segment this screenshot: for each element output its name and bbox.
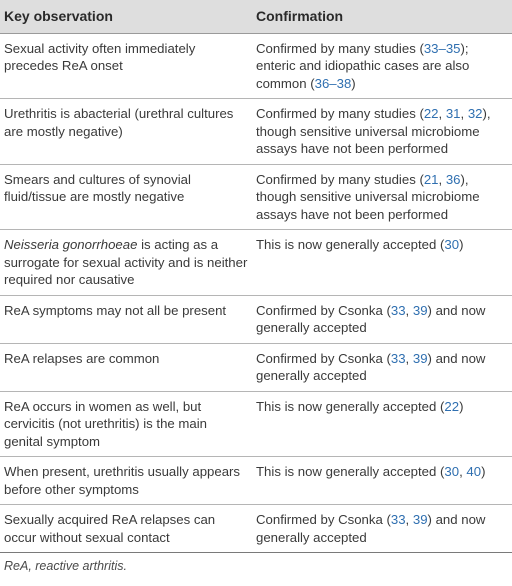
confirmation-cell [252,33,512,99]
reference-link[interactable]: 33 [390,350,406,366]
cell-text: is acting as a surrogate for sexual activity and is neither required nor causative [4,237,248,287]
cell-text: ReA occurs in women as well, but cervicitis (not urethritis) is the main genital symptom [4,398,207,449]
cell-text: Confirmed by many studies ( [256,106,424,121]
cell-text: ) and now generally accepted [256,302,486,335]
confirmation-cell [252,457,512,505]
header-row [0,0,512,33]
cell-text: ) [351,75,356,91]
reference-link[interactable]: 39 [412,350,428,366]
cell-text: Confirmed by many studies ( [256,171,424,187]
confirmation-cell [252,164,512,230]
cell-text: Confirmed by Csonka ( [256,302,391,318]
confirmation-cell [252,99,512,165]
table-row [0,33,512,99]
table-body [0,33,512,553]
cell-text: This is now generally accepted ( [256,398,445,414]
cell-text: Confirmed by Csonka ( [256,350,391,366]
reference-link[interactable]: 32 [467,106,483,121]
observation-cell [0,295,252,343]
cell-text: ) [459,398,464,414]
confirmation-cell [252,230,512,296]
table-row [0,457,512,505]
observation-cell [0,505,252,553]
confirmation-cell [252,505,512,553]
cell-text: This is now generally accepted ( [256,237,445,252]
reference-link[interactable]: 36 [445,171,461,187]
reference-link[interactable]: 31 [445,106,461,121]
cell-text: , [405,350,413,366]
confirmation-cell [252,343,512,391]
cell-text: , [405,512,413,527]
reference-link[interactable]: 36–38 [314,75,352,91]
cell-text: Urethritis is abacterial (urethral cultures are mostly negative) [4,106,234,139]
cell-text: ), though sensitive universal microbiome assays have not been performed [256,106,491,156]
cell-text: ) and now generally accepted [256,512,486,545]
table-row [0,164,512,230]
cell-text: Smears and cultures of synovial fluid/tissue are mostly negative [4,171,191,204]
cell-text: ), though sensitive universal microbiome assays have not been performed [256,171,480,222]
table-row [0,391,512,457]
table-row [0,230,512,296]
cell-text: This is now generally accepted ( [256,464,445,479]
reference-link[interactable]: 21 [423,171,439,187]
reference-link[interactable]: 22 [444,398,460,414]
observation-cell [0,343,252,391]
table-row [0,505,512,553]
cell-text: , [459,464,467,479]
reference-link[interactable]: 39 [412,302,428,318]
table-row [0,99,512,165]
header-confirmation: Confirmation [252,0,512,33]
cell-text: ) [459,237,464,252]
observation-cell [0,391,252,457]
reference-link[interactable]: 33–35 [423,40,461,56]
cell-text: ReA symptoms may not all be present [4,302,227,318]
reference-link[interactable]: 33 [390,512,406,527]
reference-link[interactable]: 39 [412,512,428,527]
table-row [0,295,512,343]
observation-cell [0,99,252,165]
cell-text: Confirmed by many studies ( [256,40,424,56]
cell-text: Sexually acquired ReA relapses can occur without sexual contact [4,512,216,545]
italic-text: Neisseria gonorrhoeae [4,237,138,252]
cell-text: , [460,106,468,121]
cell-text: , [438,106,446,121]
table-footnote: ReA, reactive arthritis. [4,559,127,573]
observation-cell [0,230,252,296]
observation-cell [0,33,252,99]
table-row [0,343,512,391]
header-key-observation: Key observation [0,0,252,33]
observation-cell [0,164,252,230]
observation-cell [0,457,252,505]
confirmation-cell [252,391,512,457]
cell-text: When present, urethritis usually appears before other symptoms [4,464,241,497]
cell-text: Confirmed by Csonka ( [256,512,391,527]
reference-link[interactable]: 33 [390,302,406,318]
confirmation-cell [252,295,512,343]
reference-link[interactable]: 30 [444,464,460,479]
cell-text: ) and now generally accepted [256,350,486,383]
cell-text: , [438,171,446,187]
reference-link[interactable]: 30 [444,237,460,252]
reference-link[interactable]: 40 [466,464,482,479]
cell-text: Sexual activity often immediately precedes ReA onset [4,40,196,73]
cell-text: ReA relapses are common [4,350,160,366]
cell-text: ); enteric and idiopathic cases are also common ( [256,40,470,91]
cell-text: ) [481,464,486,479]
table-header [0,0,512,33]
cell-text: , [405,302,413,318]
reference-link[interactable]: 22 [423,106,439,121]
